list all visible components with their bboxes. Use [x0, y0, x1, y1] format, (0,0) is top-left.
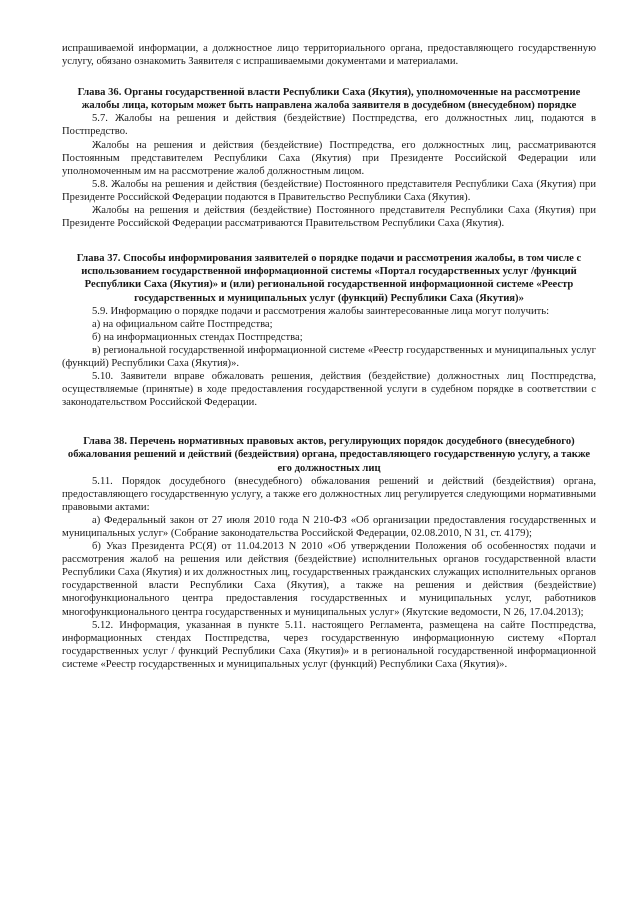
list-item-a: а) на официальном сайте Постпредства; — [92, 318, 273, 330]
paragraph-5-8: 5.8. Жалобы на решения и действия (бездействие) Постоянного представителя Республики Саха (Якутия) при Президенте Российской Федерации подаются в Правительство Республики Саха (Якутия). — [62, 178, 596, 203]
paragraph-5-7: 5.7. Жалобы на решения и действия (бездействие) Постпредства, его должностных лиц, подаются в Постпредство. — [62, 113, 596, 138]
paragraph-5-11: 5.11. Порядок досудебного (внесудебного) обжалования решений и действий (бездействия) органа, предоставляющего государственную услугу, а также его должностных лиц регулируется следующими нормативными правовыми актами: — [62, 475, 596, 513]
intro-paragraph: испрашиваемой информации, а должностное лицо территориального органа, предоставляющего государственную услугу, обязано ознакомить Заявителя с испрашиваемыми документами и материалами. — [62, 43, 596, 68]
chapter-38-title: Глава 38. Перечень нормативных правовых актов, регулирующих порядок досудебного (внесудебного) обжалования решений и действий (бездействия) органа, предоставляющего государственную услугу, а также его должностных лиц — [67, 436, 591, 474]
spacer — [62, 409, 596, 435]
spacer — [62, 230, 596, 252]
chapter-36-title: Глава 36. Органы государственной власти Республики Саха (Якутия), уполномоченные на рассмотрение жалобы лица, которым может быть направлена жалоба заявителя в досудебном (внесудебном) порядке — [77, 87, 581, 112]
list-item-b: б) на информационных стендах Постпредства; — [92, 331, 303, 343]
list-item-c: в) региональной государственной информационной системе «Реестр государственных и муниципальных услуг (функций) Республики Саха (Якутия)». — [62, 344, 596, 369]
paragraph-5-12: 5.12. Информация, указанная в пункте 5.11. настоящего Регламента, размещена на сайте Постпредства, информационных стендах Постпредства, через государственную информационную систему «Портал государственных услуг / функций Республики Саха (Якутия)» и в региональной государственной информационной системе «Реестр государственных и муниципальных услуг (функций) Республики Саха (Якутия)». — [62, 619, 596, 670]
paragraph-5-9: 5.9. Информацию о порядке подачи и рассмотрения жалобы заинтересованные лица могут получить: — [92, 305, 550, 317]
paragraph-5-8-review: Жалобы на решения и действия (бездействие) Постоянного представителя Республики Саха (Якутия) при Президенте Российской Федерации рассматриваются Правительством Республики Саха (Якутия). — [62, 205, 596, 230]
paragraph-5-10: 5.10. Заявители вправе обжаловать решения, действия (бездействие) должностных лиц Постпредства, осуществляемые (принятые) в ходе предоставления государственной услуги в судебном порядке в соответствии с законодательством Российской Федерации. — [62, 371, 596, 409]
list-item-federal-law: а) Федеральный закон от 27 июля 2010 года N 210-ФЗ «Об организации предоставления государственных и муниципальных услуг» (Собрание законодательства Российской Федерации, 02.08.2010, N 31, ст. 4179); — [62, 514, 596, 539]
chapter-37-title: Глава 37. Способы информирования заявителей о порядке подачи и рассмотрения жалобы, в том числе с использованием государственной информационной системы «Портал государственных услуг /функций Республики Саха (Якутия)» и (или) региональной государственной информационной системе «Реестр государственных и муниципальных услуг (функций) Республики Саха (Якутия)» — [76, 253, 582, 304]
spacer — [62, 68, 596, 86]
list-item-presidential-decree: б) Указ Президента РС(Я) от 11.04.2013 N 2010 «Об утверждении Положения об особенностях подачи и рассмотрения жалоб на решения или действия (бездействие) исполнительных органов государственной власти Республики Саха (Якутия) и их должностных лиц, государственных гражданских служащих исполнительных органов государственной власти Республики Саха (Якутия), а также на решения и действия (бездействие) многофункционального центра предоставления государственных и муниципальных услуг, работников многофункционального центра государственных и муниципальных услуг» (Якутские ведомости, N 26, 17.04.2013); — [62, 541, 596, 618]
paragraph-5-7-review: Жалобы на решения и действия (бездействие) Постпредства, его должностных лиц, рассматриваются Постоянным представителем Республики Саха (Якутия) при Президенте Российской Федерации или уполномоченным им на рассмотрение жалоб должностным лицом. — [62, 139, 596, 177]
